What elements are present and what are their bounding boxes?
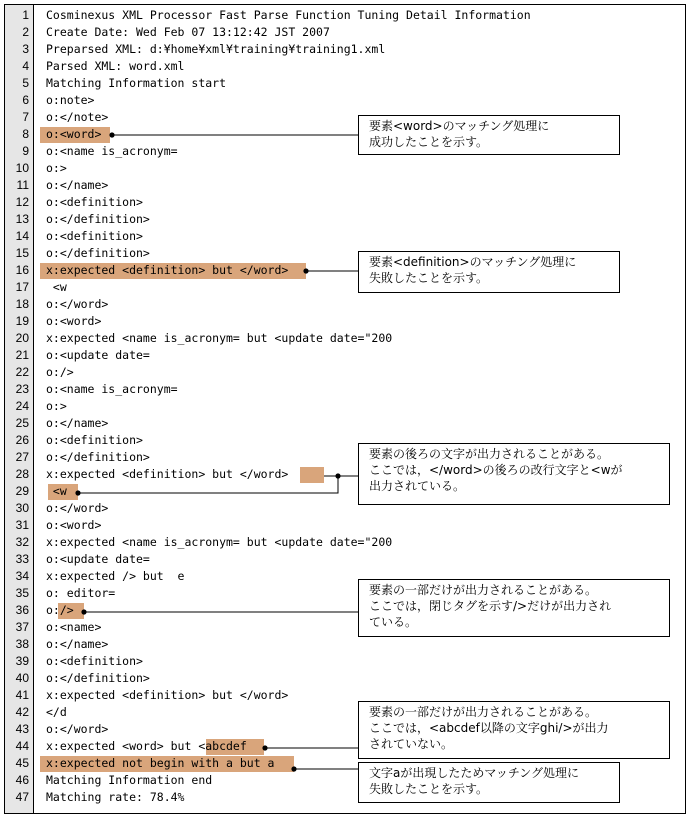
line-number: 33 — [15, 552, 29, 566]
log-line-text: o:</definition> — [46, 450, 150, 464]
log-line-text: x:expected <word> but <abcdef — [46, 739, 247, 753]
line-number: 11 — [16, 178, 29, 192]
log-line-text: o:> — [46, 161, 67, 175]
log-line-text: x:expected <definition> but </word> — [46, 467, 289, 481]
line-number: 21 — [15, 348, 29, 362]
line-number: 20 — [15, 331, 29, 345]
line-number: 22 — [15, 365, 29, 379]
log-line-text: o:<update date= — [46, 348, 150, 362]
log-line-text: <w — [46, 484, 67, 498]
log-line-text: <w — [46, 280, 67, 294]
log-line-text: Parsed XML: word.xml — [46, 59, 185, 73]
line-number: 24 — [15, 399, 29, 413]
log-line-text: o:</definition> — [46, 212, 150, 226]
log-line-text: o:</definition> — [46, 671, 150, 685]
line-number: 14 — [15, 229, 29, 243]
log-line-text: o:<name is_acronym= — [46, 382, 178, 396]
line-number: 16 — [15, 263, 29, 277]
log-line-text: o:<definition> — [46, 229, 143, 243]
log-line-text: o:<name is_acronym= — [46, 144, 178, 158]
line-number: 31 — [15, 518, 29, 532]
log-line-text: o: editor= — [46, 586, 116, 600]
line-number: 7 — [22, 110, 29, 124]
log-line-text: o:<word> — [46, 314, 102, 328]
log-line-text: o:</word> — [46, 722, 109, 736]
log-line-text: x:expected <name is_acronym= but <update date="200 — [46, 535, 393, 549]
line-number: 28 — [15, 467, 29, 481]
line-number: 41 — [15, 688, 29, 702]
log-line-text: Create Date: Wed Feb 07 13:12:42 JST 2007 — [46, 25, 330, 39]
log-line-text: o:<definition> — [46, 654, 143, 668]
log-line-text: </d — [46, 705, 67, 719]
line-number: 8 — [22, 127, 29, 141]
annotation-partial-element: 要素の一部だけが出力されることがある。 ここでは，<abcdef以降の文字ghi/>が出力 されていない。 — [358, 701, 670, 759]
line-number: 37 — [15, 620, 29, 634]
log-line-text: x:expected <definition> but </word> — [46, 688, 289, 702]
line-number: 1 — [22, 8, 29, 22]
line-number: 3 — [22, 42, 29, 56]
line-number: 30 — [15, 501, 29, 515]
log-line-text: o:<word> — [46, 127, 102, 141]
log-line-text: x:expected <name is_acronym= but <update date="200 — [46, 331, 393, 345]
line-number: 42 — [15, 705, 29, 719]
line-number: 43 — [15, 722, 29, 736]
line-number: 15 — [15, 246, 29, 260]
line-number: 5 — [22, 76, 29, 90]
log-line-text: Preparsed XML: d:¥home¥xml¥training¥training1.xml — [46, 42, 386, 56]
line-number: 10 — [15, 161, 29, 175]
line-number: 46 — [15, 773, 29, 787]
log-line-text: x:expected /> but e — [46, 569, 185, 583]
log-line-text: o:</name> — [46, 637, 109, 651]
line-number: 4 — [22, 59, 29, 73]
line-number: 27 — [15, 450, 29, 464]
log-line-text: o:</word> — [46, 501, 109, 515]
annotation-char-a-failure: 文字aが出現したためマッチング処理に 失敗したことを示す。 — [358, 762, 620, 803]
log-line-text: Matching Information end — [46, 773, 213, 787]
line-number: 23 — [15, 382, 29, 396]
line-number: 36 — [15, 603, 29, 617]
line-number: 26 — [15, 433, 29, 447]
annotation-partial-close-tag: 要素の一部だけが出力されることがある。 ここでは，閉じタグを示す/>だけが出力され ている。 — [358, 579, 670, 637]
log-line-text: o:</name> — [46, 178, 109, 192]
line-number: 47 — [15, 790, 29, 804]
line-number: 34 — [15, 569, 29, 583]
line-number: 40 — [15, 671, 29, 685]
line-number: 18 — [15, 297, 29, 311]
line-number: 45 — [15, 756, 29, 770]
log-line-text: o:<word> — [46, 518, 102, 532]
log-line-text: o:</definition> — [46, 246, 150, 260]
annotation-word-success: 要素<word>のマッチング処理に 成功したことを示す。 — [358, 115, 620, 155]
line-number: 12 — [15, 195, 29, 209]
log-line-text: o:/> — [46, 365, 74, 379]
line-number: 35 — [15, 586, 29, 600]
log-line-text: o:</word> — [46, 297, 109, 311]
log-line-text: o:<name> — [46, 620, 102, 634]
line-number: 2 — [22, 25, 29, 39]
log-line-text: o:> — [46, 399, 67, 413]
log-line-text: o:</name> — [46, 416, 109, 430]
log-line-text: x:expected <definition> but </word> — [46, 263, 289, 277]
log-line-text: o:<update date= — [46, 552, 150, 566]
line-number: 25 — [15, 416, 29, 430]
line-number: 9 — [22, 144, 29, 158]
log-line-text: Matching rate: 78.4% — [46, 790, 185, 804]
annotation-trailing-chars: 要素の後ろの文字が出力されることがある。 ここでは，</word>の後ろの改行文字と<wが 出力されている。 — [358, 443, 670, 505]
log-line-text: o:</note> — [46, 110, 109, 124]
line-number: 6 — [22, 93, 29, 107]
log-line-text: o:note> — [46, 93, 95, 107]
log-line-text: o:/> — [46, 603, 74, 617]
log-line-text: x:expected not begin with a but a — [46, 756, 275, 770]
line-number: 13 — [15, 212, 29, 226]
log-line-text: Matching Information start — [46, 76, 227, 90]
line-number: 17 — [15, 280, 29, 294]
line-number: 38 — [15, 637, 29, 651]
log-line-text: o:<definition> — [46, 195, 143, 209]
line-number: 19 — [15, 314, 29, 328]
line-number: 29 — [15, 484, 29, 498]
log-line-text: o:<definition> — [46, 433, 143, 447]
line-number: 39 — [15, 654, 29, 668]
log-line-text: Cosminexus XML Processor Fast Parse Function Tuning Detail Information — [46, 8, 531, 22]
annotation-definition-failure: 要素<definition>のマッチング処理に 失敗したことを示す。 — [358, 251, 620, 293]
line-number: 32 — [15, 535, 29, 549]
line-number: 44 — [15, 739, 29, 753]
